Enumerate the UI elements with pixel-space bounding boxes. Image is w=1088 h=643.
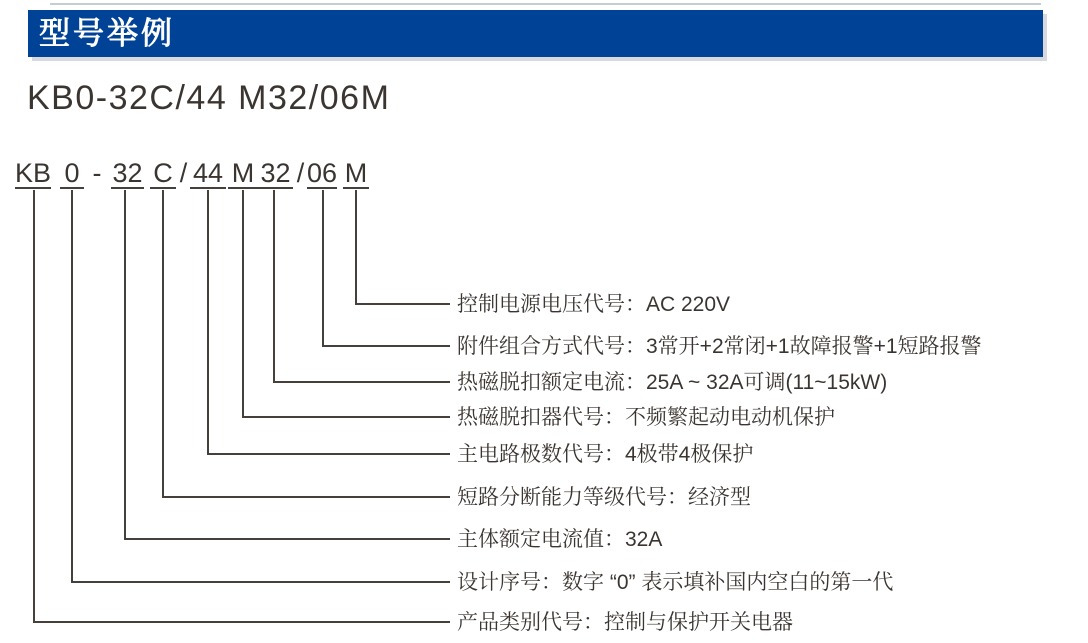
connector-line (33, 190, 450, 623)
segment-description: 附件组合方式代号：3常开+2常闭+1故障报警+1短路报警 (457, 335, 982, 358)
segment-description: 热磁脱扣器代号：不频繁起动电动机保护 (457, 406, 835, 429)
model-segment: 32 (258, 158, 293, 189)
model-segment: M (228, 158, 258, 189)
model-segment: 44 (190, 158, 226, 189)
model-number: KB0-32C/44 M32/06M (27, 79, 391, 117)
model-segment: 32 (112, 158, 143, 188)
segment-description: 主体额定电流值：32A (457, 528, 663, 551)
model-segment: - (92, 158, 102, 188)
model-segment: 06 (307, 158, 338, 188)
section-title: 型号举例 (39, 16, 175, 51)
segment-description: 控制电源电压代号：AC 220V (457, 293, 731, 316)
model-segment: M (344, 158, 368, 188)
segment-description: 设计序号：数字 “0” 表示填补国内空白的第一代 (457, 571, 894, 594)
model-segment: / (179, 158, 188, 188)
segment-description: 短路分断能力等级代号：经济型 (457, 486, 751, 509)
model-segment: 0 (60, 158, 84, 189)
model-segment: KB (15, 158, 52, 188)
segment-description: 主电路极数代号：4极带4极保护 (457, 443, 754, 466)
segment-description: 产品类别代号：控制与保护开关电器 (457, 611, 793, 634)
model-segment: / (296, 158, 305, 188)
model-segment: C (150, 158, 176, 189)
segment-description: 热磁脱扣额定电流：25A ~ 32A可调(11~15kW) (457, 371, 888, 394)
